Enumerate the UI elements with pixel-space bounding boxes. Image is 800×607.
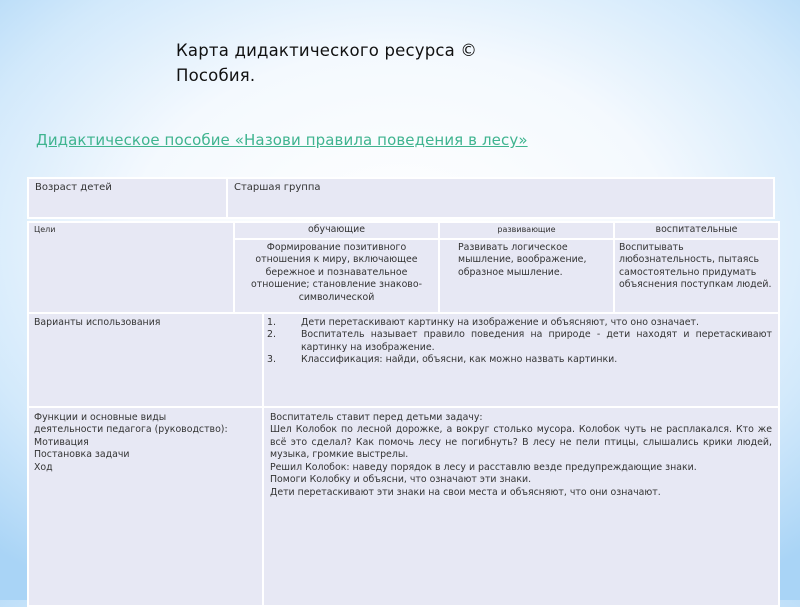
goal-heading-teaching: обучающие [234,222,439,239]
usage-item-number: 1. [267,316,276,328]
usage-label: Варианты использования [28,313,263,407]
age-table [27,177,775,219]
functions-paragraph: Помоги Колобку и объясни, что означают эти знаки. [270,474,532,485]
usage-item-text: Классификация: найди, объясни, как можно назвать картинки. [301,354,618,365]
functions-paragraph: Шел Колобок по лесной дорожке, а вокруг столько мусора. Колобок чуть не расплакался. Кто же всё это сделал? Как помочь лесу не погибнуть? В лесу не пели птицы, слышались крики людей, музыка, громкие выстрелы. [270,424,772,460]
goal-text-teaching: Формирование позитивного отношения к миру, включающее бережное и познавательное отношение; становление знаково- символической [234,239,439,313]
usage-item-text: Дети перетаскивают картинку на изображение и объясняют, что оно означает. [301,316,699,328]
functions-paragraph: Воспитатель ставит перед детьми задачу: [270,411,483,423]
goal-heading-educational: воспитательные [614,222,779,239]
usage-item [267,354,772,367]
goal-text-developing: Развивать логическое мышление, воображение, образное мышление. [439,239,614,313]
title-line-1: Карта дидактического ресурса © [176,41,478,60]
usage-item-text: Воспитатель называет правило поведения на природе - дети находят и перетаскивают картинку на изображение. [301,329,772,353]
functions-paragraph: Дети перетаскивают эти знаки на свои места и объясняют, что они означают. [270,486,661,498]
slide-title [176,38,596,88]
usage-row [28,313,779,407]
age-row [28,178,774,218]
title-line-2: Пособия. [176,66,256,85]
age-label: Возраст детей [28,178,227,218]
goal-text-educational: Воспитывать любознательность, пытаясь самостоятельно придумать объяснения поступкам людей. [614,239,779,313]
functions-label-line: Функции и основные виды [34,411,167,423]
usage-content [263,313,779,407]
functions-label-line: Постановка задачи [34,449,130,460]
functions-label-line: деятельности педагога (руководство): [34,424,228,435]
usage-item-number: 2. [267,329,276,340]
functions-label [28,407,263,606]
goals-header-row [28,222,779,239]
usage-list [267,317,772,367]
age-value: Старшая группа [227,178,774,218]
goal-heading-developing: развивающие [439,222,614,239]
usage-item-number: 3. [267,354,276,365]
functions-row [28,407,779,606]
functions-paragraph: Решил Колобок: наведу порядок в лесу и расставлю везде предупреждающие знаки. [270,461,697,473]
functions-label-line: Мотивация [34,436,89,448]
resource-table [27,221,780,607]
usage-item [267,329,772,354]
functions-label-line: Ход [34,461,53,473]
functions-content [263,407,779,606]
resource-title-link[interactable]: Дидактическое пособие «Назови правила поведения в лесу» [36,131,528,149]
usage-item [267,317,772,330]
goals-label: Цели [28,222,234,313]
